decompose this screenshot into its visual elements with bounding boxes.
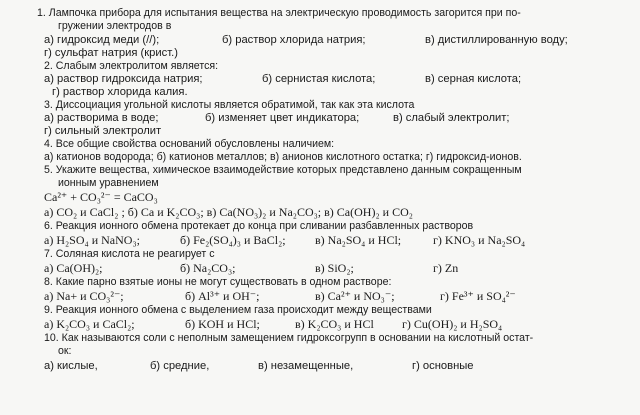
q2-option-b: б) сернистая кислота; [262,73,376,85]
q10-option-a: а) кислые, [44,360,98,372]
q3-option-a: а) растворима в воде; [44,112,159,124]
q6-option-d: г) KNO₃ и Na₂SO₄ [433,233,526,247]
q8-option-c: в) Ca²⁺ и NO₃⁻; [315,289,395,303]
q3-option-d: г) сильный электролит [44,125,162,137]
q1-option-b: б) раствор хлорида натрия; [222,34,366,46]
q3-option-c: в) слабый электролит; [393,112,510,124]
q1-option-c: в) дистиллированную воду; [425,34,568,46]
question-10-line-2: ок: [58,345,72,357]
question-5-line-1: 5. Укажите вещества, химическое взаимодействие которых представлено данным сокращенным [44,164,522,176]
question-1-line-1: 1. Лампочка прибора для испытания вещества на электрическую проводимость загорится при по- [37,7,521,19]
question-1-line-2: гружении электродов в [58,20,172,32]
q4-options: а) катионов водорода; б) катионов металлов; в) анионов кислотного остатка; г) гидроксид-ионов. [44,151,522,163]
q8-option-a: а) Na+ и CO₃²⁻; [44,289,124,303]
q2-option-d: г) раствор хлорида калия. [52,86,188,98]
question-9: 9. Реакция ионного обмена с выделением газа происходит между веществами [44,304,432,316]
q10-option-d: г) основные [412,360,474,372]
question-10-line-1: 10. Как называются соли с неполным замещением гидроксогрупп в основании на кислотный остат- [44,332,534,344]
q10-option-c: в) незамещенные, [258,360,354,372]
q7-option-d: г) Zn [433,261,459,275]
q1-option-d: г) сульфат натрия (крист.) [44,47,178,59]
q7-option-b: б) Na₂CO₃; [180,261,236,275]
question-3: 3. Диссоциация угольной кислоты является обратимой, так как эта кислота [44,99,415,111]
question-6: 6. Реакция ионного обмена протекает до конца при сливании разбавленных растворов [44,220,474,232]
question-4: 4. Все общие свойства оснований обусловлены наличием: [44,138,335,150]
q7-option-a: а) Ca(OH)₂; [44,261,103,275]
question-5-line-2: ионным уравнением [58,177,159,189]
q9-option-a: а) K₂CO₃ и CaCl₂; [44,317,135,331]
q6-option-c: в) Na₂SO₄ и HCl; [315,233,402,247]
q5-options: а) CO₂ и CaCl₂ ; б) Ca и K₂CO₃; в) Ca(NO₃)₂ и Na₂CO₃; в) Ca(OH)₂ и CO₂ [44,205,413,219]
q6-option-a: а) H₂SO₄ и NaNO₃; [44,233,140,247]
question-7: 7. Соляная кислота не реагирует с [44,248,215,260]
question-2: 2. Слабым электролитом является: [44,60,219,72]
q2-option-a: а) раствор гидроксида натрия; [44,73,203,85]
q8-option-b: б) Al³⁺ и OH⁻; [185,289,260,303]
q10-option-b: б) средние, [150,360,210,372]
q7-option-c: в) SiO₂; [315,261,354,275]
question-8: 8. Какие парно взятые ионы не могут существовать в одном растворе: [44,276,392,288]
q9-option-c: в) K₂CO₃ и HCl [295,317,374,331]
q5-ionic-equation: Ca²⁺ + CO₃²⁻ = CaCO₃ [44,190,158,204]
q2-option-c: в) серная кислота; [425,73,522,85]
q9-option-d: г) Cu(OH)₂ и H₂SO₄ [402,317,503,331]
q3-option-b: б) изменяет цвет индикатора; [205,112,360,124]
q9-option-b: б) KOH и HCl; [185,317,260,331]
q1-option-a: а) гидроксид меди (//); [44,34,160,46]
q8-option-d: г) Fe³⁺ и SO₄²⁻ [440,289,516,303]
q6-option-b: б) Fe₂(SO₄)₃ и BaCl₂; [180,233,286,247]
